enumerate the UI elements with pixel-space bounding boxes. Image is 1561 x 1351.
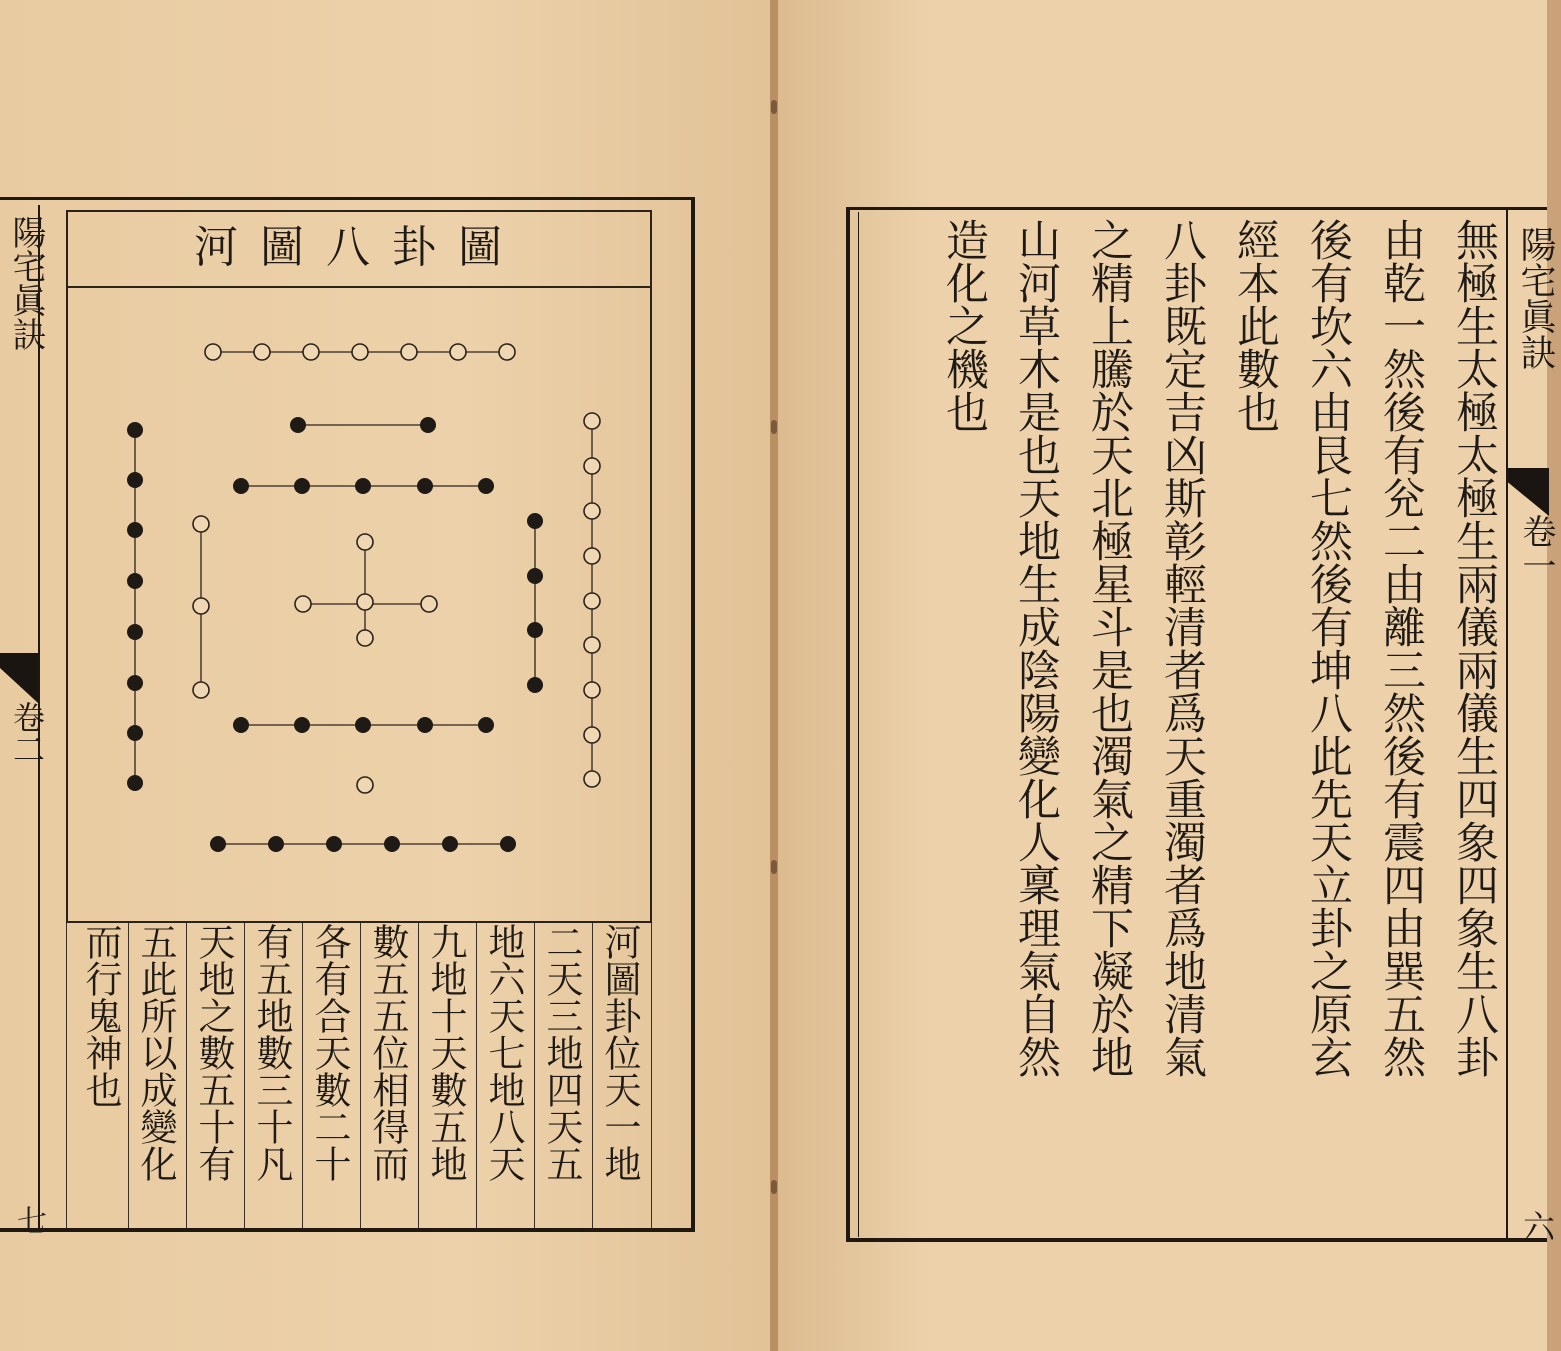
spine-fishtail-mark [1508,468,1549,516]
hetu-diagram [66,288,652,923]
spine-volume-label: 卷一 [1516,514,1556,582]
text-column: 造化之機也 [939,218,989,433]
caption-column: 而行鬼神也 [79,923,122,1108]
text-column: 山河草木是也天地生成陰陽變化人稟理氣自然 [1011,218,1061,1078]
caption-column: 地六天七地八天 [482,923,525,1182]
text-column: 之精上騰於天北極星斗是也濁氣之精下凝於地 [1084,218,1134,1078]
diagram-title-row [66,210,652,288]
caption-column: 二天三地四天五 [540,923,583,1182]
text-column: 後有坎六由艮七然後有坤八此先天立卦之原玄 [1303,218,1353,1078]
spine-page-number: 六 [1518,1210,1556,1242]
spine-book-title: 陽宅眞訣 [6,215,46,351]
caption-column: 有五地數三十凡 [250,923,293,1182]
stitch-mark [771,1180,777,1194]
caption-column: 九地十天數五地 [424,923,467,1182]
spine-fishtail-mark [0,653,38,703]
yin-dots [127,417,543,852]
spine-page-number: 七 [11,1205,46,1235]
yang-dots [193,344,600,793]
stitch-mark [771,100,777,114]
text-column: 無極生太極太極生兩儀兩儀生四象四象生八卦 [1449,218,1499,1078]
caption-column: 天地之數五十有 [192,923,235,1182]
caption-column: 河圖卦位天一地 [598,923,641,1182]
stitch-mark [771,860,777,874]
caption-column: 五此所以成變化 [134,923,177,1182]
right-spine-column [1506,210,1556,1242]
diagram-title: 河圖八卦圖 [194,222,524,273]
text-column: 八卦既定吉凶斯彰輕清者爲天重濁者爲地清氣 [1157,218,1207,1078]
spine-volume-label: 卷二 [8,701,46,765]
caption-column: 各有合天數二十 [308,923,351,1182]
caption-column: 數五五位相得而 [366,923,409,1182]
diagram-caption [66,923,652,1228]
stitch-mark [771,420,777,434]
left-spine-column [0,205,46,1235]
text-column: 經本此數也 [1230,218,1280,433]
spine-book-title: 陽宅眞訣 [1515,226,1556,370]
text-column: 由乾一然後有兊二由離三然後有震四由巽五然 [1376,218,1426,1078]
